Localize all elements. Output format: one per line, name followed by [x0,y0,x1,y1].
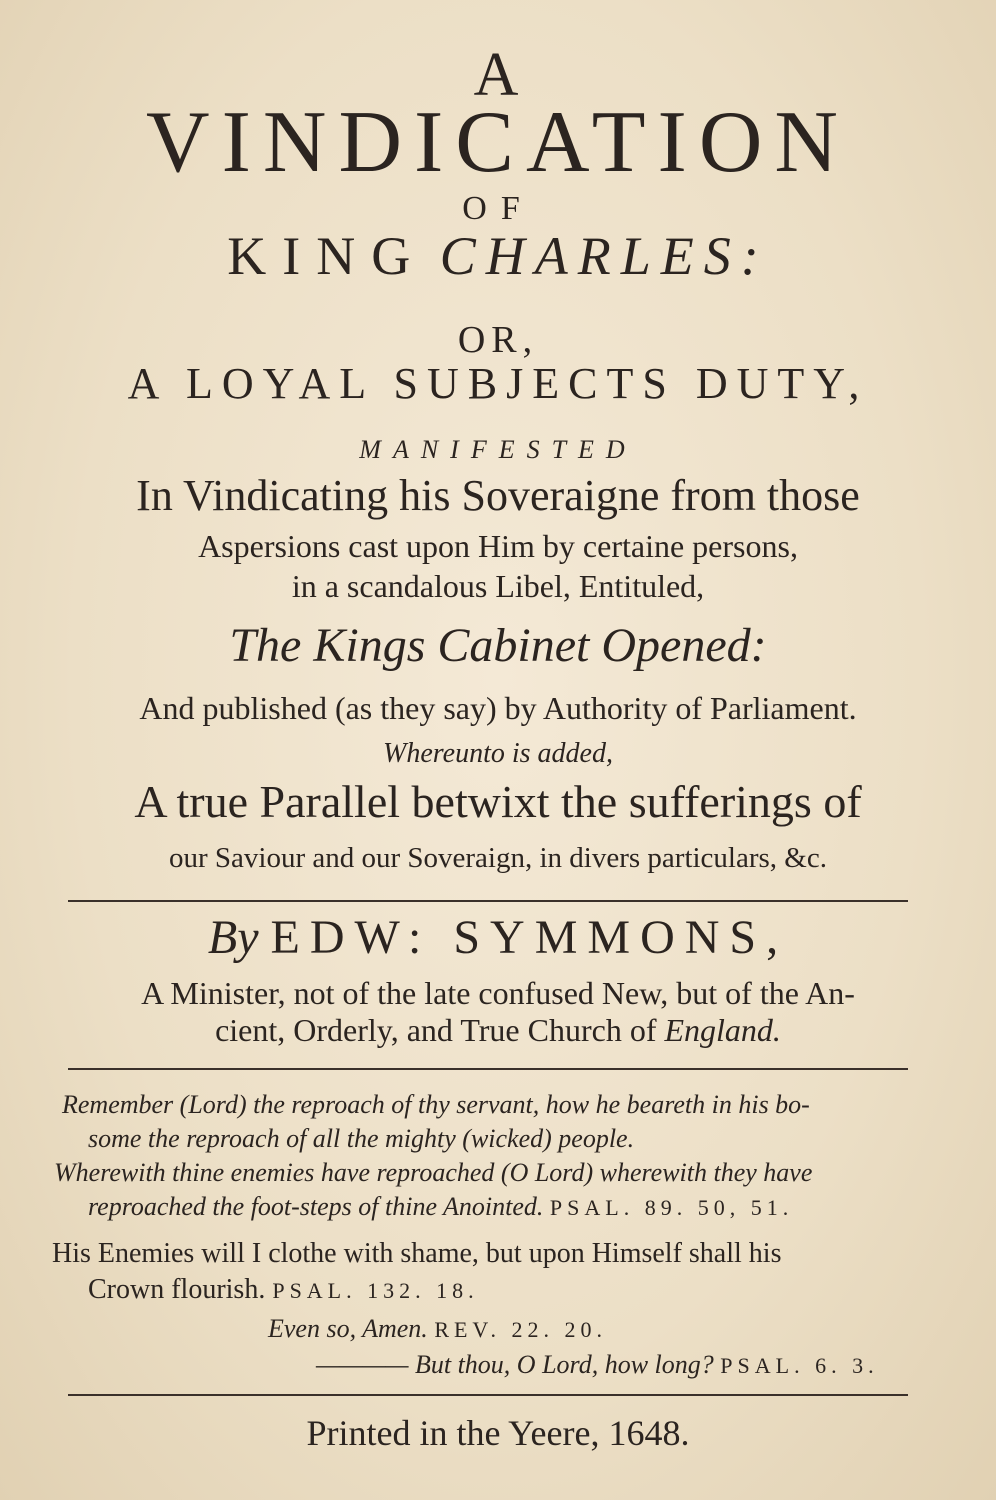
author-desc-2 [0,1012,996,1049]
quote-2-ref: PSAL. 89. 50, 51. [549,1195,794,1220]
body-line-1: In Vindicating his Soveraigne from those [136,471,860,520]
cabinet-title: The Kings Cabinet Opened: [229,619,767,672]
imprint-line: Printed in the Yeere, 1648. [306,1413,690,1453]
quote-4: Even so, Amen. [268,1314,428,1343]
quote-3b: Crown flourish. [88,1274,266,1305]
author-line [0,910,996,965]
author-name: EDW: SYMMONS, [270,911,789,964]
whereunto-line: Whereunto is added, [383,738,613,769]
quote-4-ref: REV. 22. 20. [434,1317,607,1342]
quote-5-ref: PSAL. 6. 3. [720,1353,879,1378]
saviour-line: our Saviour and our Soveraign, in divers particulars, &c. [169,842,827,874]
quote-4-line [268,1314,607,1344]
author-desc-2-england: England. [664,1012,781,1048]
quote-1a: Remember (Lord) the reproach of thy servant, how he beareth in his bo- [62,1090,810,1119]
title-a: A [473,41,523,109]
quote-1b: some the reproach of all the mighty (wicked) people. [88,1124,635,1153]
divider-3 [68,1394,908,1396]
quote-2b-line [88,1192,793,1222]
quote-3-ref: PSAL. 132. 18. [272,1278,479,1303]
quote-2a: Wherewith thine enemies have reproached (O Lord) wherewith they have [54,1158,813,1187]
parallel-line: A true Parallel betwixt the sufferings of [134,776,862,827]
divider-1 [68,900,908,902]
quote-3a: His Enemies will I clothe with shame, but upon Himself shall his [52,1238,782,1269]
body-line-2: Aspersions cast upon Him by certaine persons, [198,528,798,564]
quote-3b-line [88,1274,479,1306]
title-loyal-subjects-duty: A LOYAL SUBJECTS DUTY, [127,359,869,408]
manifested: MANIFESTED [359,435,637,464]
author-desc-2-text: cient, Orderly, and True Church of [215,1012,657,1048]
title-vindication: VINDICATION [146,94,850,191]
quote-2b: reproached the foot-steps of thine Anointed. [88,1192,544,1221]
author-desc-1: A Minister, not of the late confused New, but of the An- [141,975,855,1011]
title-of: OF [462,190,534,227]
title-king: KING [227,226,427,286]
title-or: OR, [457,319,539,361]
divider-2 [68,1068,908,1070]
quote-5-line [316,1350,879,1380]
author-by: By [207,911,259,964]
title-king-charles [0,225,996,287]
quote-5: ———— But thou, O Lord, how long? [316,1350,714,1379]
title-charles: CHARLES: [439,226,769,286]
body-line-3: in a scandalous Libel, Entituled, [291,568,705,604]
published-line: And published (as they say) by Authority of Parliament. [139,690,857,726]
